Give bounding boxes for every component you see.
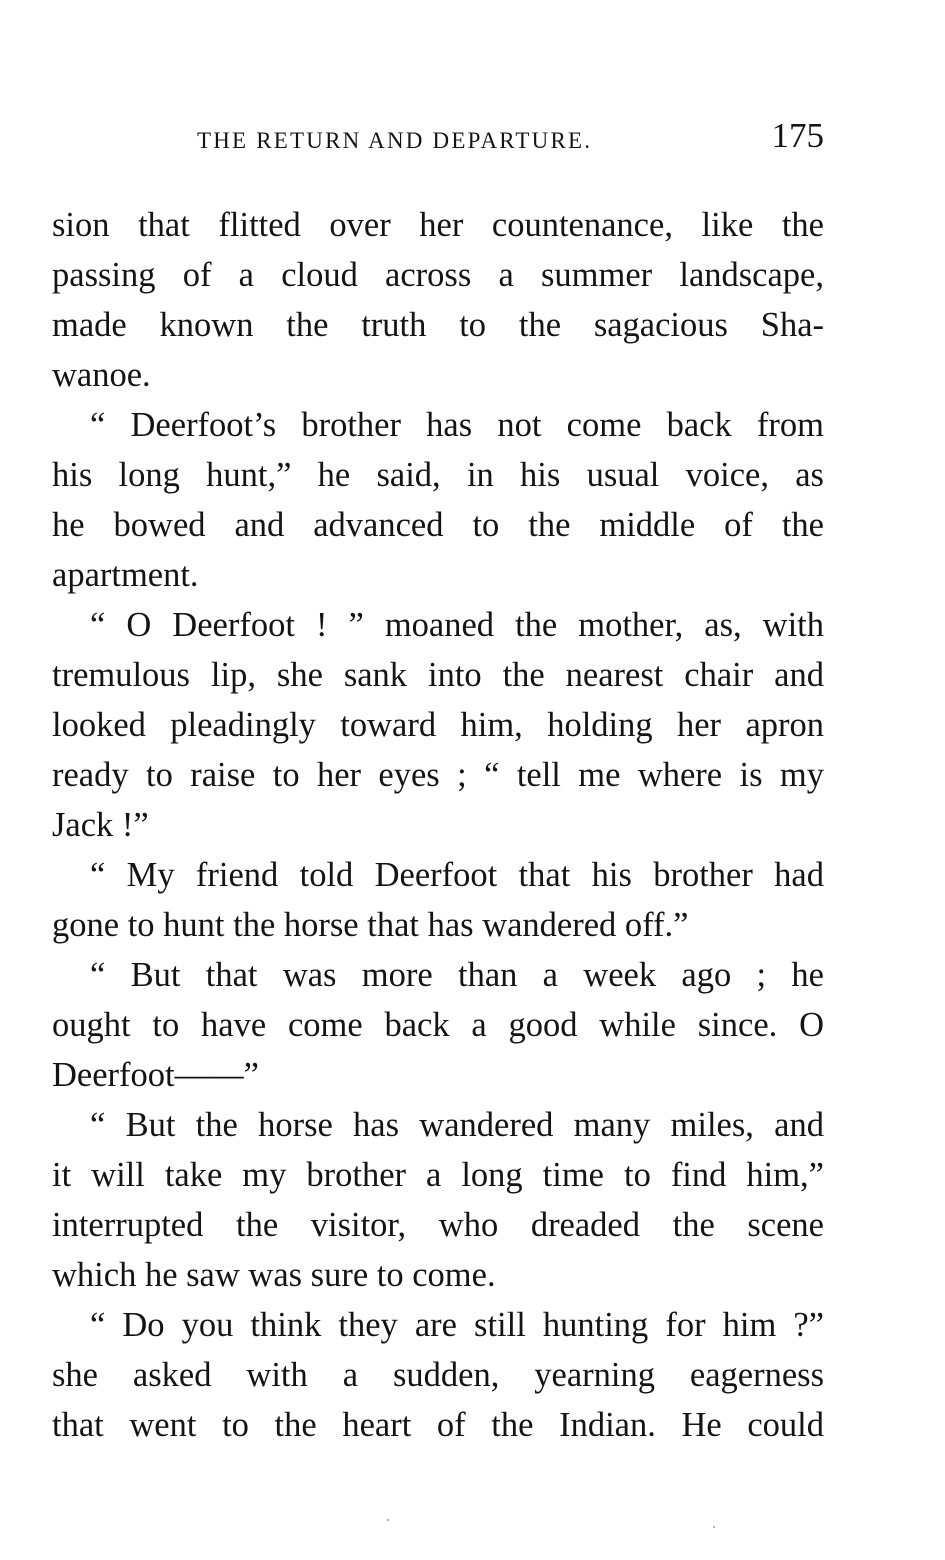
- text-line: which he saw was sure to come.: [52, 1256, 496, 1294]
- page-number: 175: [771, 116, 824, 155]
- text-line: tremulous lip, she sank into the nearest chair and: [52, 656, 824, 694]
- text-line: wanoe.: [52, 356, 151, 394]
- text-line: “ O Deerfoot ! ” moaned the mother, as, with: [90, 606, 824, 644]
- text-line: “ My friend told Deerfoot that his brother had: [90, 856, 824, 894]
- text-line: passing of a cloud across a summer landscape,: [52, 256, 824, 294]
- text-line: “ Deerfoot’s brother has not come back from: [90, 406, 824, 444]
- text-line: “ But that was more than a week ago ; he: [90, 956, 824, 994]
- text-line: he bowed and advanced to the middle of the: [52, 506, 824, 544]
- text-line: Jack !”: [52, 806, 149, 844]
- running-head: [52, 112, 824, 162]
- text-line: made known the truth to the sagacious Sha-: [52, 306, 824, 344]
- text-line: gone to hunt the horse that has wandered off.”: [52, 906, 689, 944]
- text-line: apartment.: [52, 556, 199, 594]
- text-line: “ But the horse has wandered many miles, and: [90, 1106, 824, 1144]
- text-line: ready to raise to her eyes ; “ tell me where is my: [52, 756, 824, 794]
- text-line: that went to the heart of the Indian. He could: [52, 1406, 824, 1444]
- running-title: THE RETURN AND DEPARTURE.: [197, 128, 593, 153]
- text-line: ought to have come back a good while since. O: [52, 1006, 824, 1044]
- paper-speck: [387, 1519, 389, 1521]
- text-line: “ Do you think they are still hunting for him ?”: [90, 1306, 824, 1344]
- text-line: she asked with a sudden, yearning eagerness: [52, 1356, 824, 1394]
- text-line: sion that flitted over her countenance, like the: [52, 206, 824, 244]
- text-line: Deerfoot——”: [52, 1056, 259, 1094]
- paper-speck: [713, 1526, 715, 1528]
- body-text: [52, 200, 824, 1450]
- text-line: his long hunt,” he said, in his usual voice, as: [52, 456, 824, 494]
- text-line: looked pleadingly toward him, holding her apron: [52, 706, 824, 744]
- text-line: it will take my brother a long time to find him,”: [52, 1156, 824, 1194]
- text-line: interrupted the visitor, who dreaded the scene: [52, 1206, 824, 1244]
